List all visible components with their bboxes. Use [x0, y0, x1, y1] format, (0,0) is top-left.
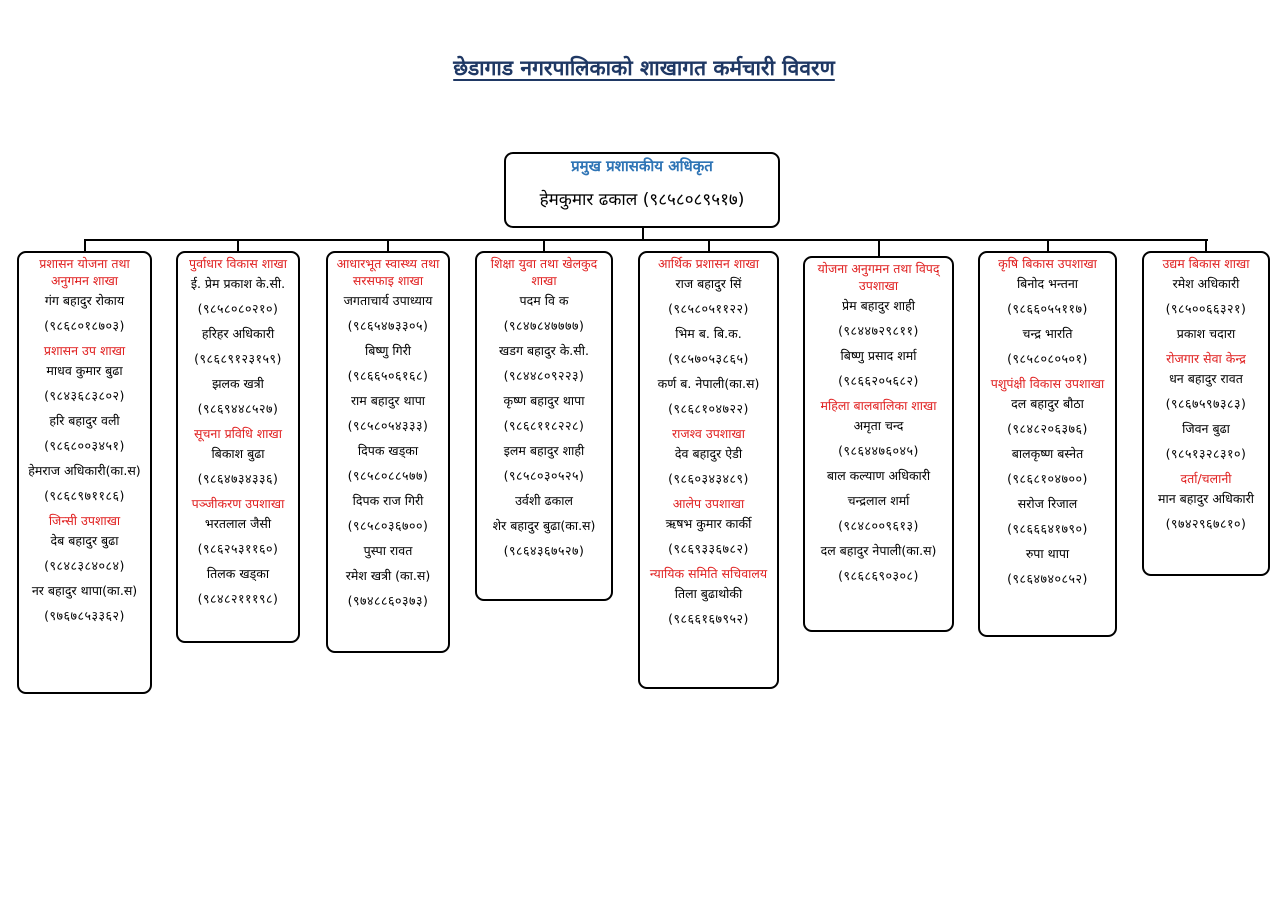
- staff-name: दिपक राज गिरी: [352, 493, 424, 508]
- phone-number: (९७६७८५३३६२): [44, 608, 125, 623]
- phone-number: (९८४४८०९२२३): [503, 368, 585, 383]
- phone-number: (९८६८९१२३१५९): [194, 351, 282, 366]
- phone-number: (९८६२५३११६०): [197, 541, 279, 556]
- connector-drop: [543, 240, 545, 251]
- phone-number: (९८६८०१८७०३): [44, 318, 125, 333]
- phone-number: (९८४८२१११९८): [197, 591, 279, 606]
- section-title: प्रशासन उप शाखा: [43, 343, 126, 358]
- staff-name: प्रकाश चदारा: [1176, 326, 1236, 341]
- section-title: पञ्जीकरण उपशाखा: [191, 496, 285, 511]
- staff-name: माधव कुमार बुढा: [46, 363, 123, 378]
- phone-number: (९८६४७३४३३६): [197, 471, 279, 486]
- page-title: छेडागाड नगरपालिकाको शाखागत कर्मचारी विवरण: [453, 56, 835, 80]
- staff-name: कृष्ण बहादुर थापा: [503, 393, 585, 408]
- section-title: महिला बालबालिका शाखा: [820, 398, 937, 413]
- phone-number: (९८५८०८०५०१): [1007, 351, 1088, 366]
- phone-number: (९७४८८६०३७३): [347, 593, 429, 608]
- phone-number: (९८६८११८२२८): [503, 418, 585, 433]
- section-title: आधारभूत स्वास्थ्य तथा सरसफाइ शाखा: [336, 256, 440, 288]
- phone-number: (९८५८०३६७००): [347, 518, 429, 533]
- phone-number: (९८६६२०५६८२): [838, 373, 919, 388]
- phone-number: (९८६५४७३३०५): [347, 318, 429, 333]
- phone-number: (९८४८२०६३७६): [1007, 421, 1088, 436]
- staff-name: जिवन बुढा: [1182, 421, 1230, 436]
- phone-number: (९८५१३२८३१०): [1165, 446, 1247, 461]
- branch-box: [17, 251, 152, 694]
- phone-number: (९८४७८४७७७७): [503, 318, 585, 333]
- connector-bus: [84, 239, 1208, 241]
- staff-name: इलम बहादुर शाही: [503, 443, 585, 458]
- phone-number: (९८६६६४१७९०): [1007, 521, 1088, 536]
- staff-name: राज बहादुर सिं: [675, 276, 742, 291]
- connector-drop: [387, 240, 389, 251]
- staff-name: रुपा थापा: [1025, 546, 1070, 561]
- staff-name: सरोज रिजाल: [1017, 496, 1078, 511]
- staff-name: बालकृष्ण बस्नेत: [1011, 446, 1084, 461]
- staff-name: मान बहादुर अधिकारी: [1157, 491, 1255, 506]
- staff-name: देव बहादुर ऐडी: [674, 446, 743, 461]
- staff-name: बिष्णु गिरी: [364, 343, 412, 358]
- phone-number: (९८५८०८८५७७): [347, 468, 429, 483]
- branch-box: [978, 251, 1117, 637]
- connector-drop: [1205, 240, 1207, 251]
- staff-name: हरिहर अधिकारी: [201, 326, 275, 341]
- branch-box: [1142, 251, 1270, 576]
- staff-name: बाल कल्याण अधिकारी: [826, 468, 931, 483]
- staff-name: भिम ब. बि.क.: [675, 326, 742, 341]
- branch-box: [326, 251, 450, 653]
- phone-number: (९८६६५०६१६८): [347, 368, 429, 383]
- phone-number: (९८६०३४३४८९): [668, 471, 749, 486]
- section-title: जिन्सी उपशाखा: [48, 513, 121, 528]
- phone-number: (९८६६१६७९५२): [668, 611, 749, 626]
- staff-name: रमेश अधिकारी: [1172, 276, 1240, 291]
- staff-name: गंग बहादुर रोकाय: [44, 293, 125, 308]
- staff-name: चन्द्र भारति: [1022, 326, 1073, 341]
- staff-name: ई. प्रेम प्रकाश के.सी.: [190, 276, 286, 291]
- staff-name: हरि बहादुर वली: [49, 413, 120, 428]
- staff-name: बिनोद भन्तना: [1016, 276, 1079, 291]
- branch-box: [176, 251, 300, 643]
- phone-number: (९८६७५९७३८३): [1165, 396, 1247, 411]
- phone-number: (९८६८१०४७००): [1007, 471, 1088, 486]
- staff-name: प्रेम बहादुर शाही: [842, 298, 915, 313]
- connector-drop: [1047, 240, 1049, 251]
- section-title: पुर्वाधार विकास शाखा: [189, 256, 287, 271]
- phone-number: (९८६८००३४५१): [44, 438, 125, 453]
- phone-number: (९८५८०८०२१०): [197, 301, 279, 316]
- staff-name: पुस्पा रावत: [363, 543, 413, 558]
- staff-name: चन्द्रलाल शर्मा: [847, 493, 910, 508]
- staff-name: अमृता चन्द: [853, 418, 904, 433]
- staff-name: बिष्णु प्रसाद शर्मा: [840, 348, 917, 363]
- connector-drop: [84, 240, 86, 251]
- staff-name: पदम वि क: [519, 293, 569, 308]
- connector-drop: [708, 240, 710, 251]
- staff-name: देब बहादुर बुढा: [50, 533, 119, 548]
- phone-number: (९८४३६८३८०२): [44, 388, 125, 403]
- section-title: कृषि बिकास उपशाखा: [998, 256, 1097, 271]
- phone-number: (९८५८०५४३३३): [347, 418, 429, 433]
- staff-name: दल बहादुर नेपाली(का.स): [820, 543, 937, 558]
- staff-name: हेमराज अधिकारी(का.स): [28, 463, 141, 478]
- section-title: न्यायिक समिति सचिवालय: [649, 566, 768, 581]
- connector-drop: [878, 240, 880, 256]
- section-title: सूचना प्रविधि शाखा: [194, 426, 282, 441]
- chief-officer-box: [504, 152, 780, 228]
- section-title: दर्ता/चलानी: [1180, 471, 1232, 486]
- phone-number: (९८६४४७६०४५): [838, 443, 919, 458]
- section-title: आर्थिक प्रशासन शाखा: [658, 256, 759, 271]
- section-title: पशुपंक्षी विकास उपशाखा: [990, 376, 1105, 391]
- section-title: प्रशासन योजना तथा अनुगमन शाखा: [39, 256, 130, 288]
- staff-name: कर्ण ब. नेपाली(का.स): [657, 376, 760, 391]
- staff-name: बिकाश बुढा: [211, 446, 265, 461]
- staff-name: रमेश खत्री (का.स): [345, 568, 431, 583]
- phone-number: (९८५७०५३८६५): [668, 351, 749, 366]
- phone-number: (९८५००६६३२१): [1165, 301, 1247, 316]
- phone-number: (९८६८६९०३०८): [838, 568, 919, 583]
- phone-number: (९८५८०३०५२५): [503, 468, 585, 483]
- staff-name: दल बहादुर बौठा: [1011, 396, 1084, 411]
- chief-officer-name: हेमकुमार ढकाल (९८५८०८९५१७): [539, 190, 745, 210]
- staff-name: तिला बुढाथोकी: [674, 586, 743, 601]
- staff-name: ऋषभ कुमार कार्की: [665, 516, 752, 531]
- staff-name: दिपक खड्का: [357, 443, 419, 458]
- staff-name: शेर बहादुर बुढा(का.स): [492, 518, 596, 533]
- phone-number: (९८६६०५५११७): [1007, 301, 1088, 316]
- phone-number: (९८४८३८४०८४): [44, 558, 125, 573]
- section-title: योजना अनुगमन तथा विपद् उपशाखा: [817, 261, 940, 293]
- phone-number: (९८६८१०४७२२): [668, 401, 749, 416]
- phone-number: (९७४२९६७८१०): [1165, 516, 1247, 531]
- phone-number: (९८४८००९६१३): [838, 518, 919, 533]
- phone-number: (९८६८९७११८६): [44, 488, 125, 503]
- staff-name: उर्वशी ढकाल: [515, 493, 573, 508]
- phone-number: (९८६९३३६७८२): [668, 541, 749, 556]
- connector-drop: [237, 240, 239, 251]
- branch-box: [475, 251, 613, 601]
- branch-box: [803, 256, 954, 632]
- section-title: आलेप उपशाखा: [672, 496, 745, 511]
- phone-number: (९८४४७२९८११): [838, 323, 919, 338]
- section-title: शिक्षा युवा तथा खेलकुद शाखा: [490, 256, 598, 288]
- phone-number: (९८६९४४८५२७): [197, 401, 279, 416]
- phone-number: (९८६४७४०८५२): [1007, 571, 1088, 586]
- phone-number: (९८६४३६७५२७): [503, 543, 585, 558]
- staff-name: तिलक खड्का: [206, 566, 270, 581]
- section-title: राजश्व उपशाखा: [671, 426, 745, 441]
- section-title: रोजगार सेवा केन्द्र: [1166, 351, 1246, 366]
- branch-box: [638, 251, 779, 689]
- staff-name: राम बहादुर थापा: [350, 393, 426, 408]
- staff-name: भरतलाल जैसी: [204, 516, 272, 531]
- staff-name: नर बहादुर थापा(का.स): [31, 583, 138, 598]
- staff-name: खडग बहादुर के.सी.: [499, 343, 589, 358]
- staff-name: जगताचार्य उपाध्याय: [343, 293, 433, 308]
- phone-number: (९८५८०५११२२): [668, 301, 749, 316]
- section-title: उद्यम बिकास शाखा: [1162, 256, 1250, 271]
- chief-officer-role: प्रमुख प्रशासकीय अधिकृत: [571, 157, 713, 175]
- staff-name: झलक खत्री: [212, 376, 264, 391]
- staff-name: धन बहादुर रावत: [1169, 371, 1243, 386]
